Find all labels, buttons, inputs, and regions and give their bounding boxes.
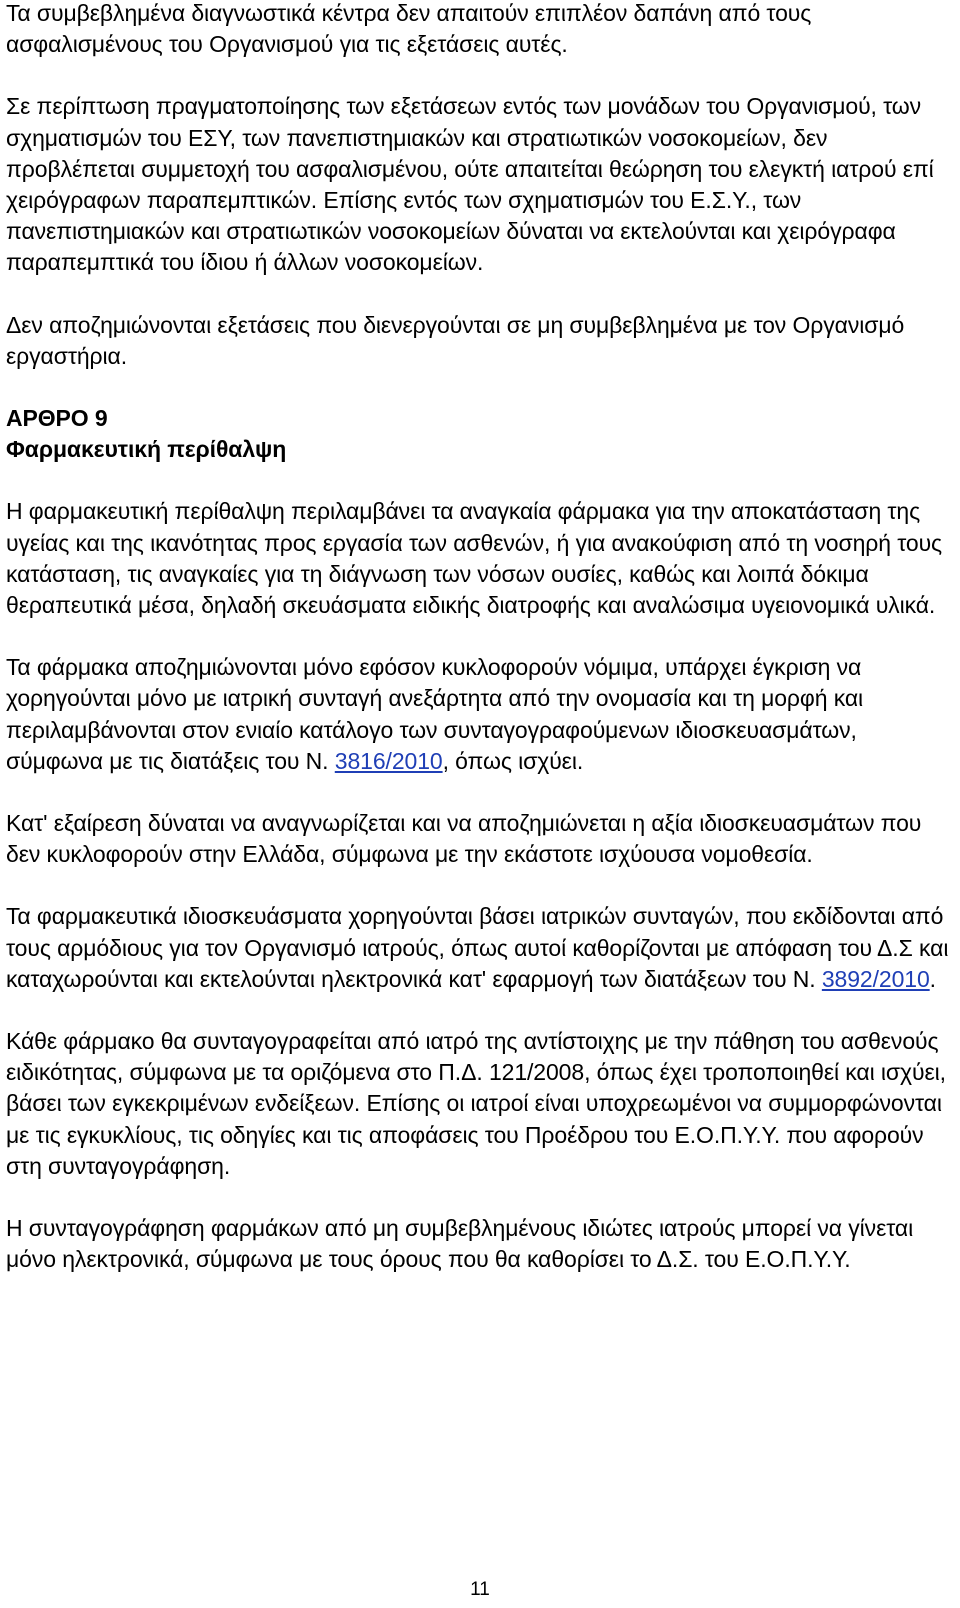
paragraph-prescriptions-tail: . (929, 965, 936, 992)
article-title: Φαρμακευτική περίθαλψη (6, 436, 287, 463)
article-heading (6, 403, 956, 465)
paragraph-drug-reimbursement-tail: , όπως ισχύει. (442, 747, 584, 774)
paragraph-prescriptions-text: Τα φαρμακευτικά ιδιοσκευάσματα χορηγούνται βάσει ιατρικών συνταγών, που εκδίδονται από τους αρμόδιους για τον Οργανισμό ιατρούς, όπως αυτοί καθορίζονται με απόφαση του Δ.Σ και καταχωρούνται και εκτελούνται ηλεκτρονικά κατ' εφαρμογή των διατάξεων του Ν. (6, 903, 949, 992)
paragraph-private-doctors: Η συνταγογράφηση φαρμάκων από μη συμβεβλημένους ιδιώτες ιατρούς μπορεί να γίνεται μόνο ηλεκτρονικά, σύμφωνα με τους όρους που θα καθορίσει το Δ.Σ. του Ε.Ο.Π.Υ.Υ. (6, 1215, 914, 1273)
paragraph-exception-abroad: Κατ' εξαίρεση δύναται να αναγνωρίζεται και να αποζημιώνεται η αξία ιδιοσκευασμάτων που δεν κυκλοφορούν στην Ελλάδα, σύμφωνα με την εκάστοτε ισχύουσα νομοθεσία. (6, 810, 922, 868)
page-number: 11 (470, 1579, 490, 1600)
paragraph-pharmaceutical-care: Η φαρμακευτική περίθαλψη περιλαμβάνει τα αναγκαία φάρμακα για την αποκατάσταση της υγείας και της ικανότητας προς εργασία των ασθενών, ή για ανακούφιση από τη νοσηρή τους κατάσταση, τις αναγκαίες για τη διάγνωση των νόσων ουσίες, καθώς και λοιπά δόκιμα θεραπευτικά μέσα, δηλαδή σκευάσματα ειδικής διατροφής και αναλώσιμα υγειονομικά υλικά. (6, 498, 943, 619)
paragraph-prescriptions (6, 901, 956, 995)
paragraph-drug-reimbursement (6, 652, 956, 777)
paragraph-non-contracted-labs: Δεν αποζημιώνονται εξετάσεις που διενεργούνται σε μη συμβεβλημένα με τον Οργανισμό εργαστήρια. (6, 311, 905, 369)
paragraph-drug-reimbursement-text: Τα φάρμακα αποζημιώνονται μόνο εφόσον κυκλοφορούν νόμιμα, υπάρχει έγκριση να χορηγούνται μόνο με ιατρική συνταγή ανεξάρτητα από την ονομασία και τη μορφή και περιλαμβάνονται στον ενιαίο κατάλογο των συνταγογραφούμενων ιδιοσκευασμάτων, σύμφωνα με τις διατάξεις του Ν. (6, 654, 864, 774)
paragraph-exams-within-units: Σε περίπτωση πραγματοποίησης των εξετάσεων εντός των μονάδων του Οργανισμού, των σχηματισμών του ΕΣΥ, των πανεπιστημιακών και στρατιωτικών νοσοκομείων, δεν προβλέπεται συμμετοχή του ασφαλισμένου, ούτε απαιτείται θεώρηση του ελεγκτή ιατρού επί χειρόγραφων παραπεμπτικών. Επίσης εντός των σχηματισμών του Ε.Σ.Υ., των πανεπιστημιακών και στρατιωτικών νοσοκομείων δύναται να εκτελούνται και χειρόγραφα παραπεμπτικά του ίδιου ή άλλων νοσοκομείων. (6, 93, 934, 276)
paragraph-specialty-prescribing: Κάθε φάρμακο θα συνταγογραφείται από ιατρό της αντίστοιχης με την πάθηση του ασθενούς ειδικότητας, σύμφωνα με τα οριζόμενα στο Π.Δ. 121/2008, όπως έχει τροποποιηθεί και ισχύει, βάσει των εγκεκριμένων ενδείξεων. Επίσης οι ιατροί είναι υποχρεωμένοι να συμμορφώνονται με τις εγκυκλίους, τις οδηγίες και τις αποφάσεις του Προέδρου του Ε.Ο.Π.Υ.Υ. που αφορούν στη συνταγογράφηση. (6, 1028, 946, 1179)
article-number: ΑΡΘΡΟ 9 (6, 405, 108, 432)
paragraph-diagnostic-centers: Τα συμβεβλημένα διαγνωστικά κέντρα δεν απαιτούν επιπλέον δαπάνη από τους ασφαλισμένους του Οργανισμού για τις εξετάσεις αυτές. (6, 0, 812, 58)
law-link-3816-2010[interactable]: 3816/2010 (334, 747, 443, 774)
law-link-3892-2010[interactable]: 3892/2010 (821, 965, 930, 992)
document-page (6, 0, 956, 1307)
